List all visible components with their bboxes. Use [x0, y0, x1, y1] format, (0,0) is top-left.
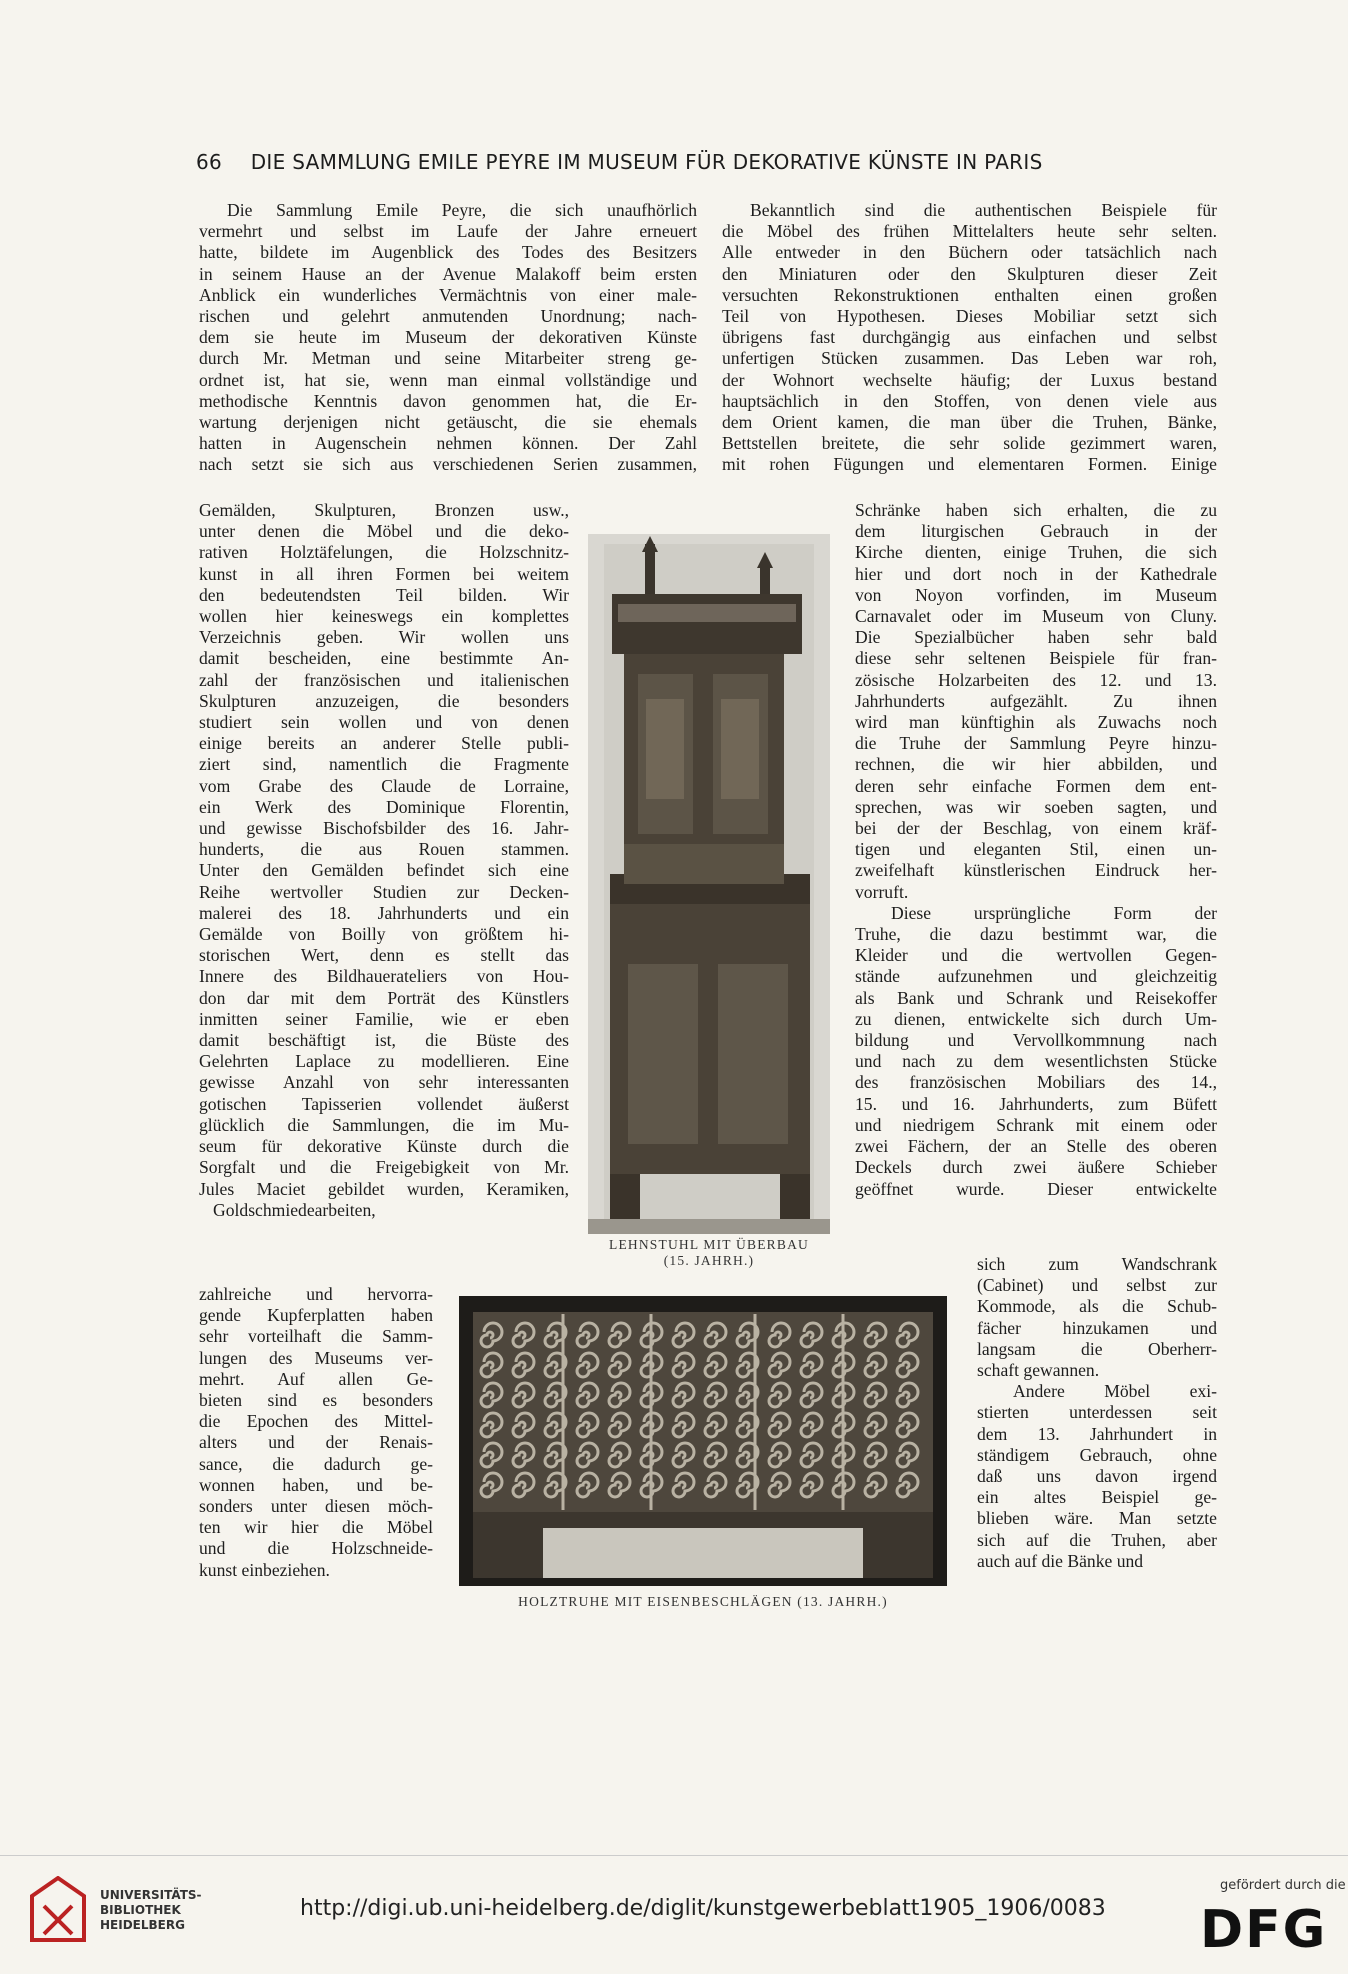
text-line: schaft gewannen.: [977, 1360, 1100, 1381]
right-column-lower: [977, 1254, 1217, 1572]
text-line: damit beschäftigt ist, die Büste des: [199, 1030, 569, 1051]
text-line: diese sehr seltenen Beispiele für fran-: [855, 648, 1217, 669]
text-line: lungen des Museums ver-: [199, 1347, 433, 1368]
text-line: sance, die dadurch ge-: [199, 1453, 433, 1474]
text-line: Skulpturen anzuzeigen, die besonders: [199, 690, 569, 711]
text-line: ein Werk des Dominique Florentin,: [199, 796, 569, 817]
text-line: Kommode, als die Schub-: [977, 1296, 1217, 1317]
library-line3: HEIDELBERG: [100, 1918, 185, 1932]
text-line: Die Spezialbücher haben sehr bald: [855, 627, 1217, 648]
text-line: von Noyon vorfinden, im Museum: [855, 584, 1217, 605]
text-line: und nach zu dem wesentlichsten Stücke: [855, 1051, 1217, 1072]
text-line: die Epochen des Mittel-: [199, 1411, 433, 1432]
text-line: unfertigen Stücken zusammen. Das Leben war roh,: [722, 348, 1217, 369]
text-line: Kleider und die wertvollen Gegen-: [855, 945, 1217, 966]
text-line: seum für dekorative Künste durch die: [199, 1136, 569, 1157]
text-line: Andere Möbel exi-: [1013, 1381, 1217, 1402]
text-line: zahlreiche und hervorra-: [199, 1284, 433, 1304]
text-line: dem liturgischen Gebrauch in der: [855, 521, 1217, 542]
text-line: Bekanntlich sind die authentischen Beispiele für: [750, 200, 1217, 220]
text-line: Anblick ein wunderliches Vermächtnis von einer male-: [199, 284, 697, 305]
text-line: Bettstellen breitete, die sehr solide gezimmert waren,: [722, 433, 1217, 454]
text-line: übrigens fast durchgängig aus einfachen und selbst: [722, 327, 1217, 348]
text-line: und niedrigem Schrank mit einem oder: [855, 1114, 1217, 1135]
page-number: 66: [196, 150, 223, 174]
text-line: mit rohen Fügungen und elementaren Formen. Einige: [722, 454, 1217, 475]
text-line: den Miniaturen oder den Skulpturen dieser Zeit: [722, 263, 1217, 284]
text-line: Gemälden, Skulpturen, Bronzen usw.,: [199, 500, 569, 520]
running-header: [196, 150, 1216, 180]
university-library-logo: [28, 1876, 88, 1946]
text-line: sich auf die Truhen, aber: [977, 1529, 1217, 1550]
text-line: dem sie heute im Museum der dekorativen Künste: [199, 327, 697, 348]
text-line: gende Kupferplatten haben: [199, 1305, 433, 1326]
text-line: rechnen, die wir hier abbilden, und: [855, 754, 1217, 775]
text-line: der Wohnort wechselte häufig; der Luxus bestand: [722, 369, 1217, 390]
text-line: die Möbel des frühen Mittelalters heute sehr selten.: [722, 221, 1217, 242]
text-line: don dar mit dem Porträt des Künstlers: [199, 987, 569, 1008]
text-line: zwei Fächern, der an Stelle des oberen: [855, 1136, 1217, 1157]
library-line1: UNIVERSITÄTS-: [100, 1888, 202, 1902]
text-line: bieten sind es besonders: [199, 1390, 433, 1411]
text-line: versuchten Rekonstruktionen enthalten einen großen: [722, 284, 1217, 305]
text-line: alters und der Renais-: [199, 1432, 433, 1453]
left-column-middle: [199, 500, 569, 1221]
text-line: zweifelhaft künstlerischen Eindruck her-: [855, 860, 1217, 881]
text-line: Reihe wertvoller Studien zur Decken-: [199, 881, 569, 902]
chair-photo: [588, 534, 830, 1234]
text-line: sonders unter diesen möch-: [199, 1496, 433, 1517]
text-line: bildung und Vervollkommnung nach: [855, 1030, 1217, 1051]
text-line: rativen Holztäfelungen, die Holzschnitz-: [199, 542, 569, 563]
text-line: des französischen Mobiliars des 14.,: [855, 1072, 1217, 1093]
text-line: Deckels durch zwei äußere Schieber: [855, 1157, 1217, 1178]
text-line: vorruft.: [855, 881, 909, 902]
text-line: malerei des 18. Jahrhunderts und ein: [199, 902, 569, 923]
text-line: kunst in all ihren Formen bei weitem: [199, 563, 569, 584]
text-line: Gemälde von Boilly von größtem hi-: [199, 924, 569, 945]
text-line: Jules Maciet gebildet wurden, Keramiken,: [199, 1178, 569, 1199]
text-line: wollen hier keineswegs ein komplettes: [199, 606, 569, 627]
library-name: [100, 1888, 202, 1933]
text-line: fächer hinzukamen und: [977, 1317, 1217, 1338]
dfg-logo: DFG: [1200, 1900, 1328, 1960]
funding-note: gefördert durch die: [1220, 1878, 1346, 1893]
text-line: vermehrt und selbst im Laufe der Jahre erneuert: [199, 221, 697, 242]
text-line: hier und dort noch in der Kathedrale: [855, 563, 1217, 584]
text-line: gotischen Tapisserien vollendet äußerst: [199, 1093, 569, 1114]
chest-caption: HOLZTRUHE MIT EISENBESCHLÄGEN (13. JAHRH.): [518, 1594, 888, 1609]
library-line2: BIBLIOTHEK: [100, 1903, 181, 1917]
text-line: und die Holzschneide-: [199, 1538, 433, 1559]
text-line: als Bank und Schrank und Reisekoffer: [855, 987, 1217, 1008]
text-line: sich zum Wandschrank: [977, 1254, 1217, 1274]
right-column-middle: [855, 500, 1217, 1200]
text-line: storischen Wert, denn es stellt das: [199, 945, 569, 966]
text-line: sehr vorteilhaft die Samm-: [199, 1326, 433, 1347]
text-line: ziert sind, namentlich die Fragmente: [199, 754, 569, 775]
text-line: Unter den Gemälden befindet sich eine: [199, 860, 569, 881]
text-line: studiert sein wollen und von denen: [199, 712, 569, 733]
header-title: DIE SAMMLUNG EMILE PEYRE IM MUSEUM FÜR DEKORATIVE KÜNSTE IN PARIS: [250, 150, 1043, 174]
text-line: geöffnet wurde. Dieser entwickelte: [855, 1178, 1217, 1199]
text-line: Sorgfalt und die Freigebigkeit von Mr.: [199, 1157, 569, 1178]
text-line: in seinem Hause an der Avenue Malakoff beim ersten: [199, 263, 697, 284]
left-column-top: [199, 200, 697, 476]
text-line: rischen und gelehrt anmutenden Unordnung; nach-: [199, 306, 697, 327]
chest-photo: [459, 1296, 947, 1586]
text-line: bei der der Beschlag, von einem kräf-: [855, 818, 1217, 839]
text-line: nach setzt sie sich aus verschiedenen Serien zusammen,: [199, 454, 697, 475]
text-line: wird man künftighin als Zuwachs noch: [855, 712, 1217, 733]
chair-caption: [576, 1237, 842, 1269]
text-line: langsam die Oberherr-: [977, 1338, 1217, 1359]
text-line: einige bereits an anderer Stelle publi-: [199, 733, 569, 754]
text-line: (Cabinet) und selbst zur: [977, 1275, 1217, 1296]
text-line: Schränke haben sich erhalten, die zu: [855, 500, 1217, 520]
text-line: unter denen die Möbel und die deko-: [199, 521, 569, 542]
text-line: wonnen haben, und be-: [199, 1474, 433, 1495]
text-line: Kirche dienten, einige Truhen, die sich: [855, 542, 1217, 563]
chair-caption-line2: (15. JAHRH.): [663, 1253, 755, 1268]
text-line: hatten in Augenschein nehmen können. Der Zahl: [199, 433, 697, 454]
text-line: ständigem Gebrauch, ohne: [977, 1444, 1217, 1465]
text-line: deren sehr einfache Formen dem ent-: [855, 775, 1217, 796]
text-line: vom Grabe des Claude de Lorraine,: [199, 775, 569, 796]
text-line: hunderts, die aus Rouen stammen.: [199, 839, 569, 860]
text-line: Teil von Hypothesen. Dieses Mobiliar setzt sich: [722, 306, 1217, 327]
text-line: Jahrhunderts aufgezählt. Zu ihnen: [855, 690, 1217, 711]
text-line: den bedeutendsten Teil bilden. Wir: [199, 584, 569, 605]
text-line: und gewisse Bischofsbilder des 16. Jahr-: [199, 818, 569, 839]
text-line: hauptsächlich in den Stoffen, von denen viele aus: [722, 390, 1217, 411]
text-line: stierten unterdessen seit: [977, 1402, 1217, 1423]
text-line: zu dienen, entwickelte sich durch Um-: [855, 1008, 1217, 1029]
text-line: auch auf die Bänke und: [977, 1550, 1144, 1571]
text-line: Gelehrten Laplace zu modellieren. Eine: [199, 1051, 569, 1072]
chair-caption-line1: LEHNSTUHL MIT ÜBERBAU: [609, 1237, 809, 1252]
text-line: stände aufzunehmen und gleichzeitig: [855, 966, 1217, 987]
text-line: sprechen, was wir soeben sagten, und: [855, 796, 1217, 817]
text-line: gewisse Anzahl von sehr interessanten: [199, 1072, 569, 1093]
text-line: Diese ursprüngliche Form der: [891, 902, 1217, 923]
text-line: durch Mr. Metman und seine Mitarbeiter streng ge-: [199, 348, 697, 369]
text-line: ein altes Beispiel ge-: [977, 1487, 1217, 1508]
text-line: Truhe, die dazu bestimmt war, die: [855, 924, 1217, 945]
text-line: Alle entweder in den Büchern oder tatsächlich nach: [722, 242, 1217, 263]
right-column-top: [722, 200, 1217, 476]
text-line: damit bescheiden, eine bestimmte An-: [199, 648, 569, 669]
text-line: 15. und 16. Jahrhunderts, zum Büfett: [855, 1093, 1217, 1114]
text-line: Innere des Bildhauerateliers von Hou-: [199, 966, 569, 987]
permalink-url[interactable]: http://digi.ub.uni-heidelberg.de/diglit/kunstgewerbeblatt1905_1906/0083: [300, 1896, 1106, 1921]
text-line: wartung derjenigen nicht getäuscht, die sie ehemals: [199, 412, 697, 433]
text-line: ordnet ist, hat sie, wenn man einmal vollständige und: [199, 369, 697, 390]
text-line: dem 13. Jahrhundert in: [977, 1423, 1217, 1444]
text-line: dem Orient kamen, die man über die Truhen, Bänke,: [722, 412, 1217, 433]
text-line: kunst einbeziehen.: [199, 1559, 330, 1580]
text-line: Goldschmiedearbeiten,: [213, 1199, 376, 1220]
text-line: methodische Kenntnis davon genommen hat, die Er-: [199, 390, 697, 411]
chest-illustration: [459, 1296, 947, 1586]
text-line: Verzeichnis geben. Wir wollen uns: [199, 627, 569, 648]
text-line: glücklich die Sammlungen, die im Mu-: [199, 1114, 569, 1135]
text-line: hatte, bildete im Augenblick des Todes des Besitzers: [199, 242, 697, 263]
footer-bar: [0, 1855, 1348, 1974]
text-line: die Truhe der Sammlung Peyre hinzu-: [855, 733, 1217, 754]
text-line: zahl der französischen und italienischen: [199, 669, 569, 690]
text-line: ten wir hier die Möbel: [199, 1517, 433, 1538]
text-line: daß uns davon irgend: [977, 1466, 1217, 1487]
text-line: tigen und eleganten Stil, einen un-: [855, 839, 1217, 860]
text-line: mehrt. Auf allen Ge-: [199, 1368, 433, 1389]
text-line: inmitten seiner Familie, wie er eben: [199, 1008, 569, 1029]
text-line: Die Sammlung Emile Peyre, die sich unaufhörlich: [227, 200, 697, 220]
text-line: blieben wäre. Man setzte: [977, 1508, 1217, 1529]
chair-illustration: [588, 534, 830, 1234]
left-column-lower: [199, 1284, 433, 1581]
text-line: Carnavalet oder im Museum von Cluny.: [855, 606, 1217, 627]
text-line: zösische Holzarbeiten des 12. und 13.: [855, 669, 1217, 690]
